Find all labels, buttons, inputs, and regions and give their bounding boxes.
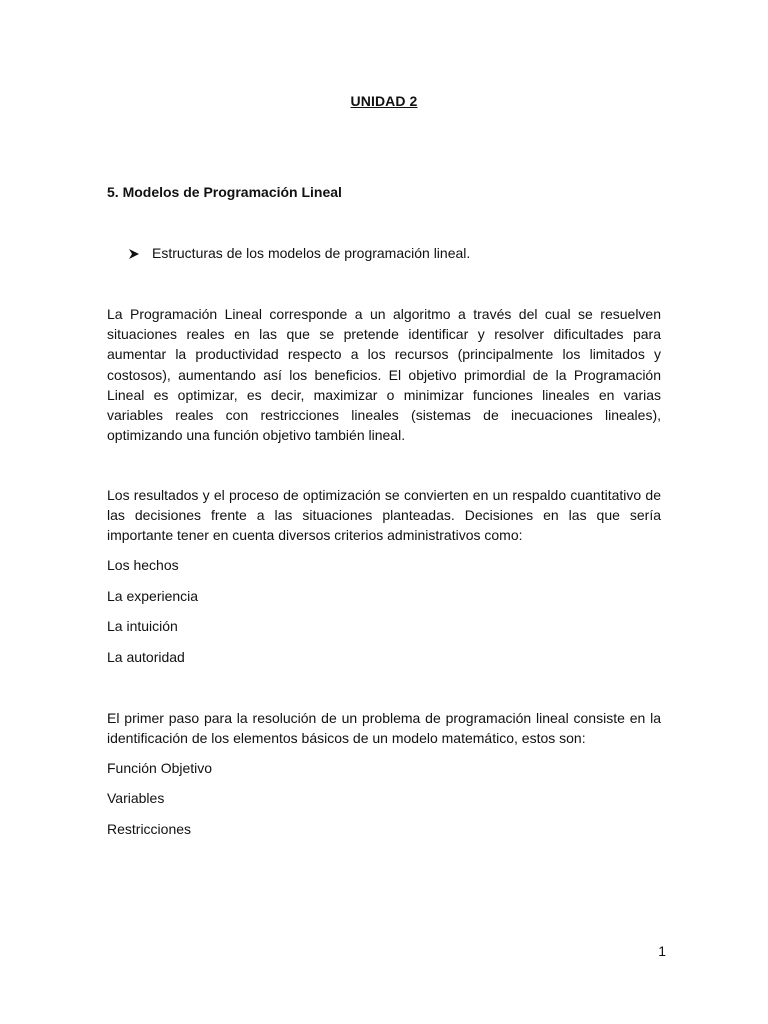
criteria-item: La experiencia <box>107 588 199 604</box>
paragraph-results: Los resultados y el proceso de optimización se convierten en un respaldo cuantitativo de las decisiones frente a las situaciones planteadas. Decisiones en las que sería importante tener en cuenta diversos criterios administrativos como: <box>107 487 661 544</box>
paragraph-intro: La Programación Lineal corresponde a un algoritmo a través del cual se resuelven situaciones reales en las que se pretende identificar y resolver dificultades para aumentar la productividad respecto a los recursos (principalmente los limitados y costosos), aumentando así los beneficios. El objetivo primordial de la Programación Lineal es optimizar, es decir, maximizar o minimizar funciones lineales en varias variables reales con restricciones lineales (sistemas de inecuaciones lineales), optimizando una función objetivo también lineal. <box>107 306 661 444</box>
criteria-item: La autoridad <box>107 649 185 665</box>
section-heading: 5. Modelos de Programación Lineal <box>107 184 342 200</box>
arrow-bullet-icon <box>128 247 140 259</box>
page-number: 1 <box>658 943 666 959</box>
paragraph-first-step: El primer paso para la resolución de un problema de programación lineal consiste en la identificación de los elementos básicos de un modelo matemático, estos son: <box>107 710 661 747</box>
model-element-item: Restricciones <box>107 821 192 837</box>
criteria-item: La intuición <box>107 618 178 634</box>
model-element-item: Variables <box>107 790 165 806</box>
bullet-item <box>128 245 470 261</box>
unit-title: UNIDAD 2 <box>350 93 418 109</box>
criteria-item: Los hechos <box>107 557 179 573</box>
model-element-item: Función Objetivo <box>107 760 213 776</box>
bullet-text: Estructuras de los modelos de programación lineal. <box>152 245 471 261</box>
